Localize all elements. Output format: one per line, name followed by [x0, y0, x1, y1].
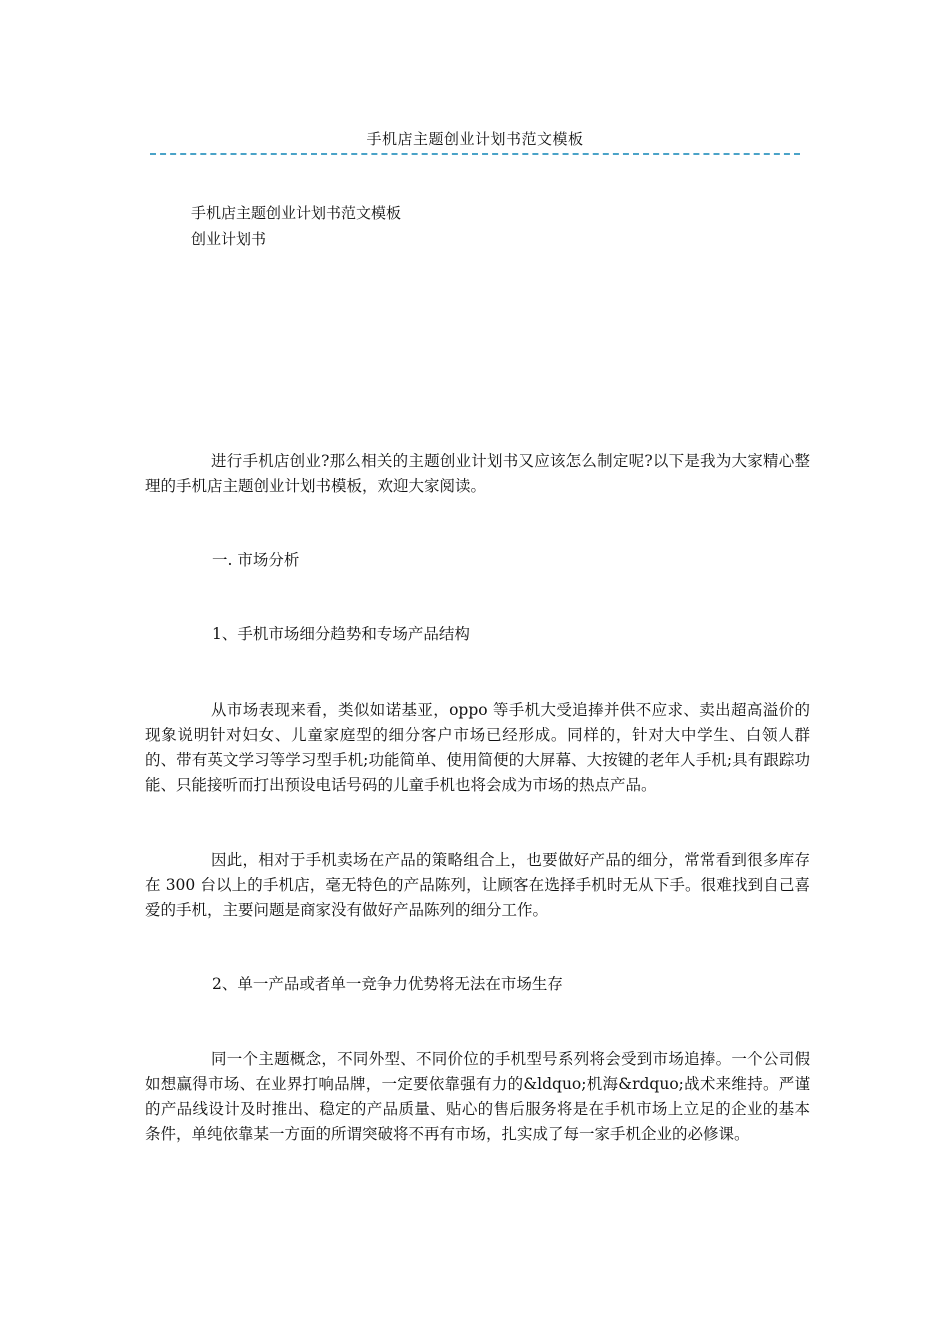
header-divider — [150, 153, 800, 155]
paragraph-block-4 — [145, 1047, 810, 1147]
product-segmentation-paragraph: 因此，相对于手机卖场在产品的策略组合上，也要做好产品的细分，常常看到很多库存在 300 台以上的手机店，毫无特色的产品陈列，让顾客在选择手机时无从下手。很难找到自己喜爱的手机，主要问题是商家没有做好产品陈列的细分工作。 — [145, 851, 810, 919]
section-heading-market-analysis: 一. 市场分析 — [212, 551, 300, 569]
page-header-title: 手机店主题创业计划书范文模板 — [366, 130, 584, 148]
document-title: 手机店主题创业计划书范文模板 — [191, 204, 402, 222]
intro-paragraph: 进行手机店创业?那么相关的主题创业计划书又应该怎么制定呢?以下是我为大家精心整理的手机店主题创业计划书模板，欢迎大家阅读。 — [145, 452, 810, 495]
subsection-heading-1: 1、手机市场细分趋势和专场产品结构 — [212, 625, 470, 643]
brand-strategy-paragraph: 同一个主题概念，不同外型、不同价位的手机型号系列将会受到市场追捧。一个公司假如想赢得市场、在业界打响品牌，一定要依靠强有力的&ldquo;机海&rdquo;战术来维持。严谨的产品线设计及时推出、稳定的产品质量、贴心的售后服务将是在手机市场上立足的企业的基本条件，单纯依靠某一方面的所谓突破将不再有市场，扎实成了每一家手机企业的必修课。 — [145, 1050, 810, 1143]
intro-paragraph-block — [145, 449, 810, 499]
paragraph-block-2 — [145, 698, 810, 798]
subsection-heading-2: 2、单一产品或者单一竞争力优势将无法在市场生存 — [212, 975, 563, 993]
document-subtitle: 创业计划书 — [191, 230, 267, 248]
paragraph-block-3 — [145, 848, 810, 923]
market-paragraph: 从市场表现来看，类似如诺基亚，oppo 等手机大受追捧并供不应求、卖出超高溢价的现象说明针对妇女、儿童家庭型的细分客户市场已经形成。同样的，针对大中学生、白领人群的、带有英文学习等学习型手机;功能简单、使用简便的大屏幕、大按键的老年人手机;具有跟踪功能、只能接听而打出预设电话号码的儿童手机也将会成为市场的热点产品。 — [145, 701, 810, 794]
